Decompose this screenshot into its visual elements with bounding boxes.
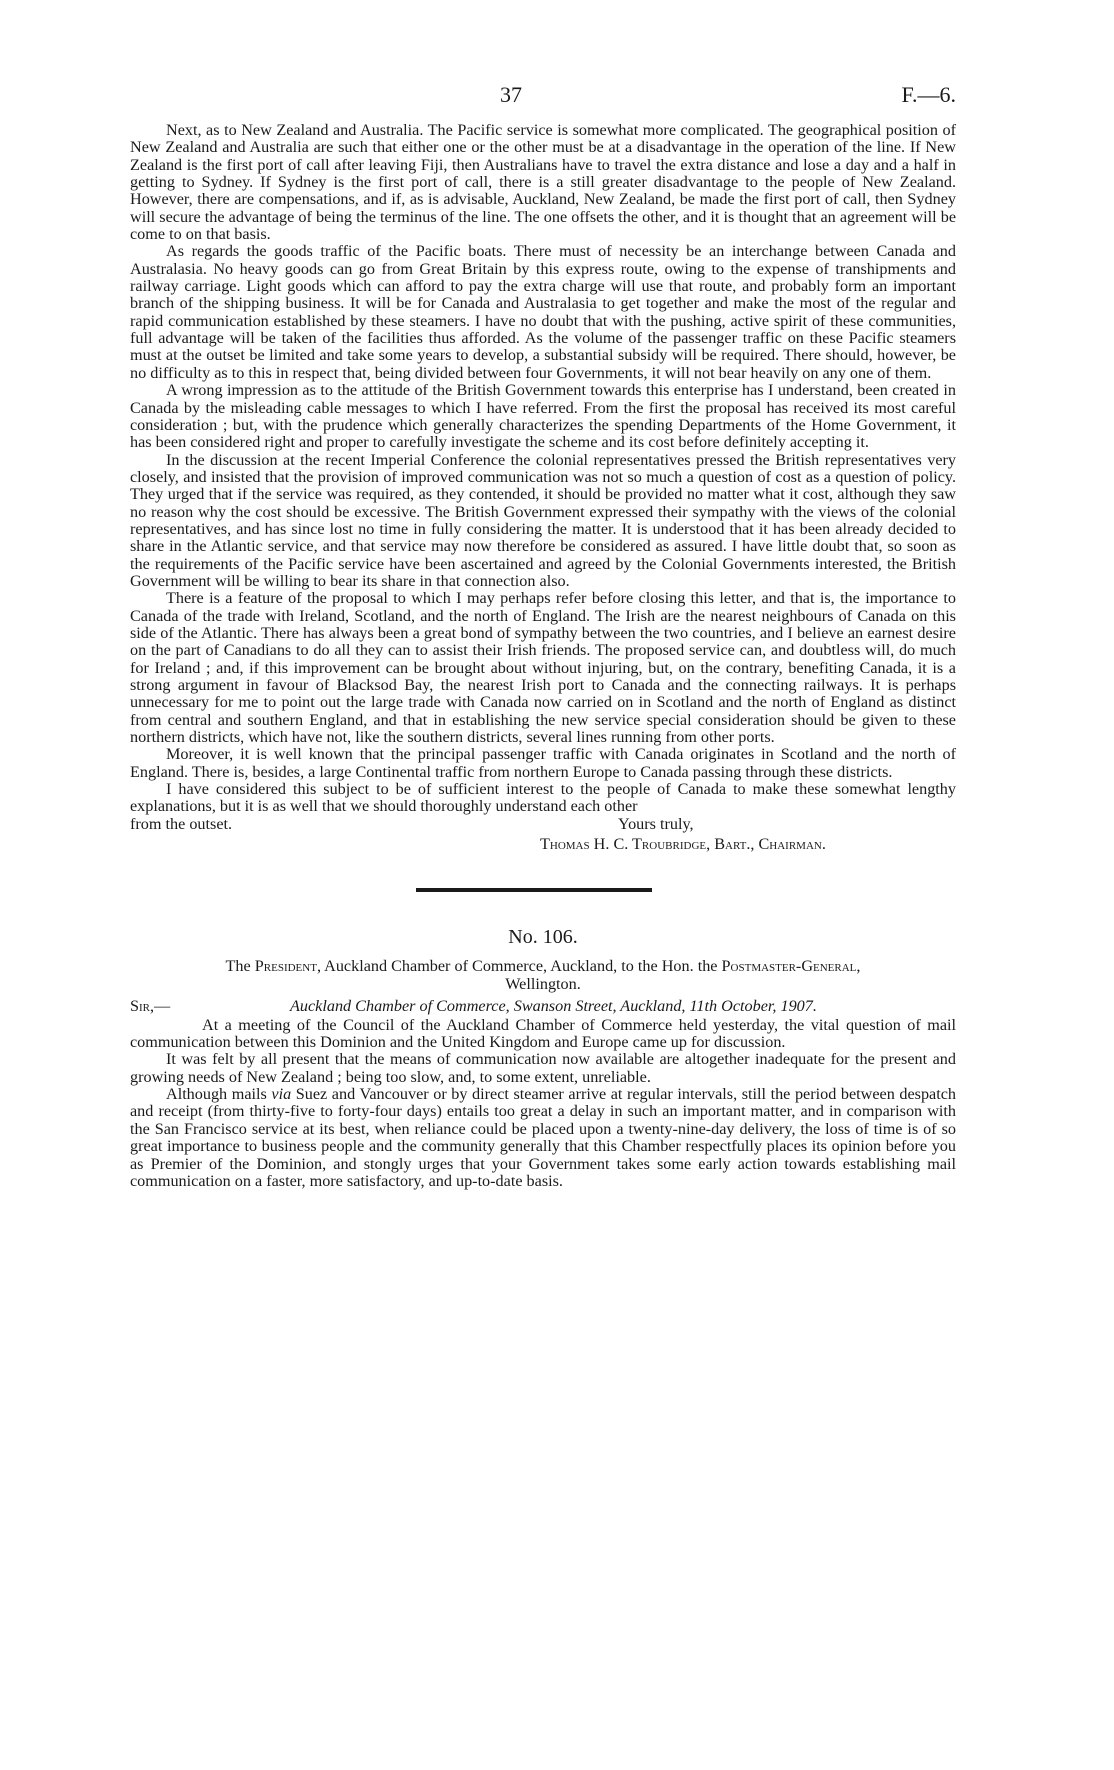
letter-106-body <box>130 1017 956 1190</box>
letter-closing <box>130 816 956 854</box>
address-middle: , Auckland Chamber of Commerce, Auckland, to the Hon. the <box>316 956 718 975</box>
paragraph: It was felt by all present that the means of communication now available are altogether inadequate for the present and growing needs of New Zealand ; being too slow, and, to some extent, unreliable. <box>130 1050 956 1086</box>
address-city: Wellington. <box>505 974 581 993</box>
paragraph: There is a feature of the proposal to which I may perhaps refer before closing this letter, and that is, the importance to Canada of the trade with Ireland, Scotland, and the north of England. The Irish are the nearest neighbours of Canada on this side of the Atlantic. There has always been a great bond of sympathy between the two countries, and I believe an earnest desire on the part of Canadians to do all they can to assist their Irish friends. The proposed service can, and doubtless will, do much for Ireland ; and, if this improvement can be brought about without injuring, but, on the contrary, benefiting Canada, it is a strong argument in favour of Blacksod Bay, the nearest Irish port to Canada and the connecting railways. It is perhaps unnecessary for me to point out the large trade with Canada now carried on in Scotland and the north of England as distinct from central and southern England, and that in establishing the new service special consideration should be given to these northern districts, which have not, like the southern districts, several lines running from other ports. <box>130 589 956 747</box>
address-postmaster: Postmaster-General <box>721 956 857 975</box>
paragraph <box>130 1086 956 1190</box>
document-page <box>130 82 956 1190</box>
letter-body <box>130 122 956 816</box>
paragraph: I have considered this subject to be of sufficient interest to the people of Canada to make these somewhat lengthy explanations, but it is as well that we should thoroughly understand each other <box>130 780 956 816</box>
section-divider <box>416 888 652 892</box>
via-italic: via <box>271 1085 292 1104</box>
paragraph-rest: Suez and Vancouver or by direct steamer arrive at regular intervals, still the period between despatch and receipt (from thirty-five to forty-four days) entails too great a delay in such an important matter, and in comparison with the San Francisco service at its best, when reliance could be placed upon a twenty-nine-day delivery, the loss of time is of so great importance to business people and the community generally that this Chamber respectfully places its opinion before you as Premier of the Dominion, and stongly urges that your Government takes some early action towards establishing mail communication on a faster, more satisfactory, and up-to-date basis. <box>130 1085 957 1190</box>
paragraph: Moreover, it is well known that the principal passenger traffic with Canada originates in Scotland and the north of England. There is, besides, a large Continental traffic from northern Europe to Canada passing through these districts. <box>130 745 956 781</box>
address-president: President <box>254 956 317 975</box>
page-number: 37 <box>500 82 522 107</box>
letter-address <box>130 957 956 993</box>
paragraph: At a meeting of the Council of the Auckland Chamber of Commerce held yesterday, the vital question of mail communication between this Dominion and the United Kingdom and Europe came up for discussion. <box>130 1015 956 1052</box>
salutation-line <box>130 997 956 1017</box>
address-the: The <box>225 956 251 975</box>
closing-text: from the outset. <box>130 814 233 833</box>
salutation: Sir,— <box>130 996 171 1015</box>
paragraph: In the discussion at the recent Imperial Conference the colonial representatives pressed the British representatives very closely, and insisted that the provision of improved communication was not so much a question of cost as a question of policy. They urged that if the service was required, as they contended, it should be provided no matter what it cost, although they saw no reason why the cost should be excessive. The British Government expressed their sympathy with the views of the colonial representatives, and has since lost no time in fully considering the matter. It is understood that it has been already decided to share in the Atlantic service, and that service may now therefore be considered as assured. I have little doubt that, so soon as the requirements of the Pacific service have been ascertained and agreed by the Colonial Governments interested, the British Government will be willing to bear its share in that connection also. <box>130 450 956 590</box>
address-end: , <box>856 956 861 975</box>
document-reference: F.—6. <box>901 82 956 107</box>
page-header <box>130 82 956 122</box>
dateline: Auckland Chamber of Commerce, Swanson Street, Auckland, 11th October, 1907. <box>290 996 817 1015</box>
signature: Thomas H. C. Troubridge, Bart., Chairman. <box>540 834 826 853</box>
paragraph: As regards the goods traffic of the Pacific boats. There must of necessity be an interchange between Canada and Australasia. No heavy goods can go from Great Britain by this express route, owing to the expense of transhipments and railway carriage. Light goods which can afford to pay the extra charge will use that route, and probably form an important branch of the shipping business. It will be for Canada and Australasia to get together and make the most of the regular and rapid communication established by these steamers. I have no doubt that with the pushing, active spirit of these communities, full advantage will be taken of the facilities thus afforded. As the volume of the passenger traffic on these Pacific steamers must at the outset be limited and take some years to develop, a substantial subsidy will be required. There should, however, be no difficulty as to this in respect that, being divided between four Governments, it will not bear heavily on any one of them. <box>130 242 956 382</box>
paragraph: A wrong impression as to the attitude of the British Government towards this enterprise has I understand, been created in Canada by the misleading cable messages to which I have referred. From the first the proposal has received its most careful consideration ; but, with the prudence which generally characterizes the spending Departments of the Home Government, it has been considered right and proper to carefully investigate the scheme and its cost before definitely accepting it. <box>130 381 956 452</box>
paragraph: Next, as to New Zealand and Australia. The Pacific service is somewhat more complicated. The geographical position of New Zealand and Australia are such that either one or the other must be at a disadvantage in the operation of the line. If New Zealand is the first port of call after leaving Fiji, then Australians have to travel the extra distance and lose a day and a half in getting to Sydney. If Sydney is the first port of call, there is a still greater disadvantage to the people of New Zealand. However, there are compensations, and if, as is advisable, Auckland, New Zealand, be made the first port of call, then Sydney will secure the advantage of being the terminus of the line. The one offsets the other, and it is thought that an agreement will be come to on that basis. <box>130 121 956 244</box>
section-heading: No. 106. <box>508 925 578 948</box>
valediction: Yours truly, <box>618 814 694 833</box>
paragraph-start: Although mails <box>166 1085 267 1104</box>
